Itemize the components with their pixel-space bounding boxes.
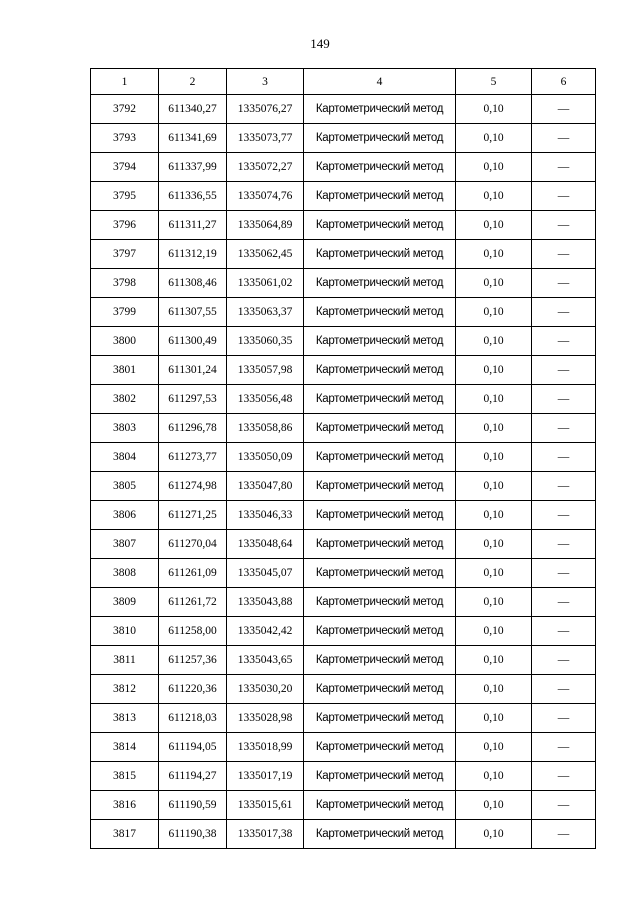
x-coordinate-cell: 611340,27 [159, 95, 227, 124]
x-coordinate-cell: 611261,09 [159, 559, 227, 588]
x-coordinate-cell: 611274,98 [159, 472, 227, 501]
table-row [91, 791, 596, 820]
point-number-cell: 3810 [91, 617, 159, 646]
point-number-cell: 3813 [91, 704, 159, 733]
y-coordinate-cell: 1335063,37 [227, 298, 304, 327]
x-coordinate-cell: 611297,53 [159, 385, 227, 414]
method-cell: Картометрический метод [304, 443, 456, 472]
x-coordinate-cell: 611296,78 [159, 414, 227, 443]
table-row [91, 95, 596, 124]
point-number-cell: 3804 [91, 443, 159, 472]
y-coordinate-cell: 1335017,19 [227, 762, 304, 791]
note-cell: — [532, 733, 596, 762]
note-cell: — [532, 95, 596, 124]
point-number-cell: 3792 [91, 95, 159, 124]
method-cell: Картометрический метод [304, 704, 456, 733]
x-coordinate-cell: 611273,77 [159, 443, 227, 472]
method-cell: Картометрический метод [304, 385, 456, 414]
note-cell: — [532, 791, 596, 820]
y-coordinate-cell: 1335047,80 [227, 472, 304, 501]
method-cell: Картометрический метод [304, 820, 456, 849]
x-coordinate-cell: 611190,38 [159, 820, 227, 849]
table-row [91, 269, 596, 298]
point-number-cell: 3803 [91, 414, 159, 443]
note-cell: — [532, 124, 596, 153]
table-row [91, 820, 596, 849]
point-number-cell: 3817 [91, 820, 159, 849]
point-number-cell: 3795 [91, 182, 159, 211]
x-coordinate-cell: 611301,24 [159, 356, 227, 385]
precision-cell: 0,10 [456, 704, 532, 733]
method-cell: Картометрический метод [304, 95, 456, 124]
x-coordinate-cell: 611194,05 [159, 733, 227, 762]
note-cell: — [532, 356, 596, 385]
y-coordinate-cell: 1335043,88 [227, 588, 304, 617]
precision-cell: 0,10 [456, 733, 532, 762]
note-cell: — [532, 762, 596, 791]
x-coordinate-cell: 611257,36 [159, 646, 227, 675]
precision-cell: 0,10 [456, 588, 532, 617]
precision-cell: 0,10 [456, 95, 532, 124]
point-number-cell: 3793 [91, 124, 159, 153]
column-header: 2 [159, 69, 227, 95]
x-coordinate-cell: 611220,36 [159, 675, 227, 704]
note-cell: — [532, 240, 596, 269]
x-coordinate-cell: 611308,46 [159, 269, 227, 298]
precision-cell: 0,10 [456, 675, 532, 704]
point-number-cell: 3794 [91, 153, 159, 182]
x-coordinate-cell: 611311,27 [159, 211, 227, 240]
method-cell: Картометрический метод [304, 501, 456, 530]
precision-cell: 0,10 [456, 153, 532, 182]
point-number-cell: 3807 [91, 530, 159, 559]
precision-cell: 0,10 [456, 211, 532, 240]
precision-cell: 0,10 [456, 501, 532, 530]
y-coordinate-cell: 1335015,61 [227, 791, 304, 820]
point-number-cell: 3802 [91, 385, 159, 414]
point-number-cell: 3814 [91, 733, 159, 762]
column-header: 6 [532, 69, 596, 95]
method-cell: Картометрический метод [304, 269, 456, 298]
table-row [91, 704, 596, 733]
note-cell: — [532, 530, 596, 559]
point-number-cell: 3796 [91, 211, 159, 240]
note-cell: — [532, 501, 596, 530]
method-cell: Картометрический метод [304, 530, 456, 559]
x-coordinate-cell: 611218,03 [159, 704, 227, 733]
column-header: 4 [304, 69, 456, 95]
method-cell: Картометрический метод [304, 762, 456, 791]
x-coordinate-cell: 611261,72 [159, 588, 227, 617]
precision-cell: 0,10 [456, 240, 532, 269]
note-cell: — [532, 414, 596, 443]
method-cell: Картометрический метод [304, 791, 456, 820]
column-header: 3 [227, 69, 304, 95]
precision-cell: 0,10 [456, 443, 532, 472]
precision-cell: 0,10 [456, 472, 532, 501]
y-coordinate-cell: 1335048,64 [227, 530, 304, 559]
precision-cell: 0,10 [456, 327, 532, 356]
table-row [91, 153, 596, 182]
y-coordinate-cell: 1335060,35 [227, 327, 304, 356]
note-cell: — [532, 559, 596, 588]
precision-cell: 0,10 [456, 617, 532, 646]
method-cell: Картометрический метод [304, 153, 456, 182]
y-coordinate-cell: 1335057,98 [227, 356, 304, 385]
note-cell: — [532, 385, 596, 414]
method-cell: Картометрический метод [304, 298, 456, 327]
method-cell: Картометрический метод [304, 414, 456, 443]
precision-cell: 0,10 [456, 530, 532, 559]
precision-cell: 0,10 [456, 762, 532, 791]
table-row [91, 762, 596, 791]
method-cell: Картометрический метод [304, 240, 456, 269]
point-number-cell: 3800 [91, 327, 159, 356]
table-header [91, 69, 596, 95]
header-row [91, 69, 596, 95]
note-cell: — [532, 588, 596, 617]
point-number-cell: 3816 [91, 791, 159, 820]
x-coordinate-cell: 611190,59 [159, 791, 227, 820]
point-number-cell: 3798 [91, 269, 159, 298]
y-coordinate-cell: 1335043,65 [227, 646, 304, 675]
x-coordinate-cell: 611341,69 [159, 124, 227, 153]
y-coordinate-cell: 1335042,42 [227, 617, 304, 646]
table-row [91, 530, 596, 559]
column-header: 1 [91, 69, 159, 95]
table-row [91, 327, 596, 356]
x-coordinate-cell: 611270,04 [159, 530, 227, 559]
x-coordinate-cell: 611194,27 [159, 762, 227, 791]
table-row [91, 733, 596, 762]
note-cell: — [532, 269, 596, 298]
note-cell: — [532, 617, 596, 646]
note-cell: — [532, 472, 596, 501]
table-row [91, 559, 596, 588]
note-cell: — [532, 675, 596, 704]
table-row [91, 646, 596, 675]
precision-cell: 0,10 [456, 356, 532, 385]
note-cell: — [532, 646, 596, 675]
coordinates-table [90, 68, 596, 849]
table-row [91, 240, 596, 269]
y-coordinate-cell: 1335062,45 [227, 240, 304, 269]
method-cell: Картометрический метод [304, 675, 456, 704]
method-cell: Картометрический метод [304, 733, 456, 762]
x-coordinate-cell: 611271,25 [159, 501, 227, 530]
method-cell: Картометрический метод [304, 646, 456, 675]
precision-cell: 0,10 [456, 124, 532, 153]
table-row [91, 588, 596, 617]
x-coordinate-cell: 611307,55 [159, 298, 227, 327]
y-coordinate-cell: 1335072,27 [227, 153, 304, 182]
method-cell: Картометрический метод [304, 472, 456, 501]
table-row [91, 501, 596, 530]
point-number-cell: 3815 [91, 762, 159, 791]
y-coordinate-cell: 1335028,98 [227, 704, 304, 733]
table-row [91, 356, 596, 385]
table-row [91, 385, 596, 414]
y-coordinate-cell: 1335064,89 [227, 211, 304, 240]
note-cell: — [532, 298, 596, 327]
y-coordinate-cell: 1335076,27 [227, 95, 304, 124]
note-cell: — [532, 182, 596, 211]
note-cell: — [532, 820, 596, 849]
point-number-cell: 3812 [91, 675, 159, 704]
y-coordinate-cell: 1335017,38 [227, 820, 304, 849]
table-body [91, 95, 596, 849]
table-row [91, 443, 596, 472]
point-number-cell: 3797 [91, 240, 159, 269]
y-coordinate-cell: 1335030,20 [227, 675, 304, 704]
y-coordinate-cell: 1335073,77 [227, 124, 304, 153]
precision-cell: 0,10 [456, 646, 532, 675]
precision-cell: 0,10 [456, 385, 532, 414]
y-coordinate-cell: 1335046,33 [227, 501, 304, 530]
method-cell: Картометрический метод [304, 327, 456, 356]
point-number-cell: 3799 [91, 298, 159, 327]
precision-cell: 0,10 [456, 298, 532, 327]
table-row [91, 617, 596, 646]
y-coordinate-cell: 1335061,02 [227, 269, 304, 298]
x-coordinate-cell: 611312,19 [159, 240, 227, 269]
note-cell: — [532, 327, 596, 356]
note-cell: — [532, 704, 596, 733]
table-row [91, 472, 596, 501]
point-number-cell: 3806 [91, 501, 159, 530]
table-row [91, 414, 596, 443]
method-cell: Картометрический метод [304, 617, 456, 646]
point-number-cell: 3809 [91, 588, 159, 617]
method-cell: Картометрический метод [304, 588, 456, 617]
page-number: 149 [310, 36, 330, 51]
precision-cell: 0,10 [456, 414, 532, 443]
precision-cell: 0,10 [456, 269, 532, 298]
note-cell: — [532, 153, 596, 182]
table-row [91, 298, 596, 327]
method-cell: Картометрический метод [304, 559, 456, 588]
precision-cell: 0,10 [456, 559, 532, 588]
method-cell: Картометрический метод [304, 356, 456, 385]
y-coordinate-cell: 1335058,86 [227, 414, 304, 443]
y-coordinate-cell: 1335045,07 [227, 559, 304, 588]
x-coordinate-cell: 611336,55 [159, 182, 227, 211]
x-coordinate-cell: 611300,49 [159, 327, 227, 356]
table-row [91, 182, 596, 211]
column-header: 5 [456, 69, 532, 95]
point-number-cell: 3808 [91, 559, 159, 588]
note-cell: — [532, 211, 596, 240]
note-cell: — [532, 443, 596, 472]
precision-cell: 0,10 [456, 791, 532, 820]
method-cell: Картометрический метод [304, 124, 456, 153]
point-number-cell: 3801 [91, 356, 159, 385]
y-coordinate-cell: 1335074,76 [227, 182, 304, 211]
method-cell: Картометрический метод [304, 182, 456, 211]
x-coordinate-cell: 611337,99 [159, 153, 227, 182]
x-coordinate-cell: 611258,00 [159, 617, 227, 646]
table-row [91, 124, 596, 153]
precision-cell: 0,10 [456, 820, 532, 849]
point-number-cell: 3811 [91, 646, 159, 675]
table-row [91, 675, 596, 704]
precision-cell: 0,10 [456, 182, 532, 211]
point-number-cell: 3805 [91, 472, 159, 501]
table-row [91, 211, 596, 240]
y-coordinate-cell: 1335018,99 [227, 733, 304, 762]
method-cell: Картометрический метод [304, 211, 456, 240]
y-coordinate-cell: 1335050,09 [227, 443, 304, 472]
y-coordinate-cell: 1335056,48 [227, 385, 304, 414]
